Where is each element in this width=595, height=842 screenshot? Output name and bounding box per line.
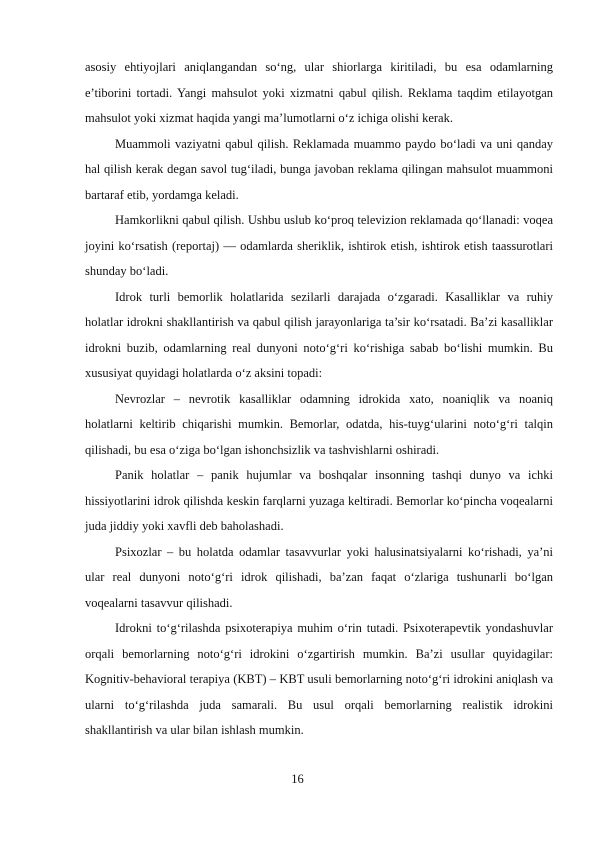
paragraph-6: Panik holatlar – panik hujumlar va boshqalar insonning tashqi dunyo va ichki hissiyotlarini idrok qilishda keskin farqlarni yuzaga keltiradi. Bemorlar ko‘pincha voqealarni juda jiddiy yoki xavfli deb baholashadi. (85, 468, 553, 533)
paragraph-4: Idrok turli bemorlik holatlarida sezilarli darajada o‘zgaradi. Kasalliklar va ruhiy holatlar idrokni shakllantirish va qabul qilish jarayonlariga ta’sir ko‘rsatadi. Ba’zi kasalliklar idrokni buzib, odamlarning real dunyoni noto‘g‘ri ko‘rishiga sabab bo‘lishi mumkin. Bu xususiyat quyidagi holatlarda o‘z aksini topadi: (85, 289, 553, 380)
paragraph-3: Hamkorlikni qabul qilish. Ushbu uslub ko‘proq televizion reklamada qo‘llanadi: voqea joyini ko‘rsatish (reportaj) — odamlarda sheriklik, ishtirok etish, ishtirok etish taassurotlari shunday bo‘ladi. (85, 213, 553, 278)
paragraph-7: Psixozlar – bu holatda odamlar tasavvurlar yoki halusinatsiyalarni ko‘rishadi, ya’ni ular real dunyoni noto‘g‘ri idrok qilishadi, ba’zan faqat o‘zlariga tushunarli bo‘lgan voqealarni tasavvur qilishadi. (85, 544, 553, 610)
paragraph-1: asosiy ehtiyojlari aniqlangandan so‘ng, ular shiorlarga kiritiladi, bu esa odamlarning e’tiborini tortadi. Yangi mahsulot yoki xizmatni qabul qilish. Reklama taqdim etilayotgan mahsulot yoki xizmat haqida yangi ma’lumotlarni o‘z ichiga olishi kerak. (85, 60, 553, 125)
paragraph-5: Nevrozlar – nevrotik kasalliklar odamning idrokida xato, noaniqlik va noaniq holatlarni keltirib chiqarishi mumkin. Bemorlar, odatda, his-tuyg‘ularini noto‘g‘ri talqin qilishadi, bu esa o‘ziga bo‘lgan ishonchsizlik va tashvishlarni oshiradi. (85, 391, 553, 457)
paragraph-2: Muammoli vaziyatni qabul qilish. Reklamada muammo paydo bo‘ladi va uni qanday hal qilish kerak degan savol tug‘iladi, bunga javoban reklama qilingan mahsulot muammoni bartaraf etib, yordamga keladi. (85, 136, 553, 202)
page-number: 16 (291, 772, 304, 786)
document-body (85, 55, 553, 744)
paragraph-8: Idrokni to‘g‘rilashda psixoterapiya muhim o‘rin tutadi. Psixoterapevtik yondashuvlar orqali bemorlarning noto‘g‘ri idrokini o‘zgartirish mumkin. Ba’zi usullar quyidagilar: Kognitiv-behavioral terapiya (KBT) – KBT usuli bemorlarning noto‘g‘ri idrokini aniqlash va ularni to‘g‘rilashda juda samarali. Bu usul orqali bemorlarning realistik idrokini shakllantirish va ular bilan ishlash mumkin. (85, 621, 553, 737)
